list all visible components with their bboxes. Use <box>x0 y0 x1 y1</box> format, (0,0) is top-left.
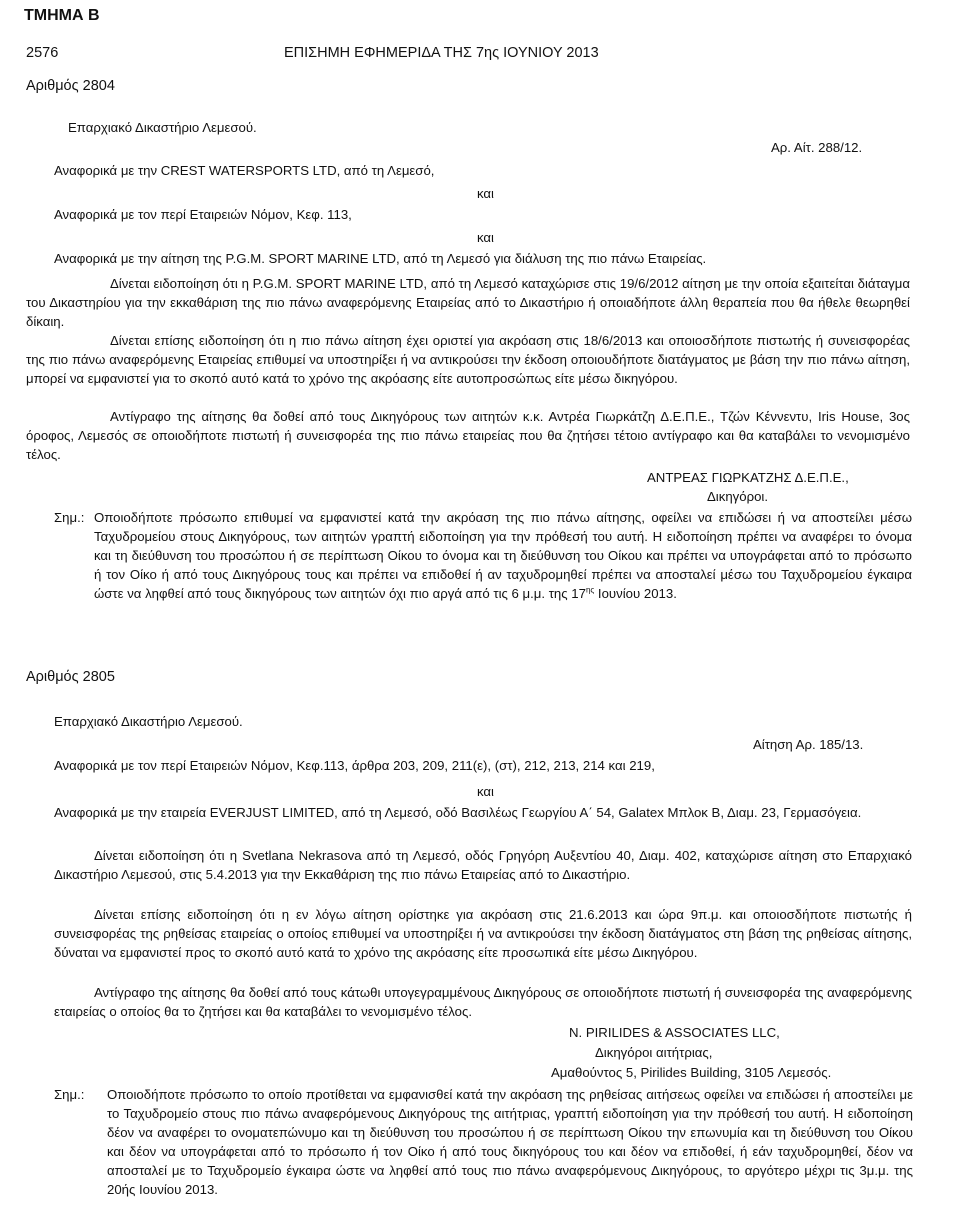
reference-line: Αναφορικά με την CREST WATERSPORTS LTD, από τη Λεμεσό, <box>54 163 435 178</box>
notice-paragraph: Αντίγραφο της αίτησης θα δοθεί από τους κάτωθι υπογεγραμμένους Δικηγόρους σε οποιοδήποτε πιστωτή ή συνεισφορέα της αναφερόμενης εταιρείας ο οποίος θα το ζητήσει και θα καταβάλει το νενομισμένο τέλος. <box>54 985 912 1019</box>
notice-paragraph: Δίνεται επίσης ειδοποίηση ότι η εν λόγω αίτηση ορίστηκε για ακρόαση στις 21.6.2013 και ώρα 9π.μ. και οποιοσδήποτε πιστωτής ή συνεισφορέας της ρηθείσας εταιρείας ο οποίος επιθυμεί να υποστηρίξει ή να αντικρούσει την έκδοση διατάγματος στη βάση της ρηθείσας αίτησης, δύναται να εμφανιστεί προς το σκοπό αυτό κατά το χρόνο της ακρόασης είτε προσωπικά είτε μέσω Δικηγόρου. <box>54 907 912 960</box>
reference-line: Αναφορικά με την εταιρεία EVERJUST LIMITED, από τη Λεμεσό, οδό Βασιλέως Γεωργίου Α΄ 54, Galatex Μπλοκ Β, Διαμ. 23, Γερμασόγεια. <box>54 805 862 820</box>
note-body: Οποιοδήποτε πρόσωπο επιθυμεί να εμφανιστεί κατά την ακρόαση της πιο πάνω αίτησης, οφείλει να επιδώσει ή να αποστείλει μέσω Ταχυδρομείου στους Δικηγόρους, των αιτητών γραπτή ειδοποίηση για την πρόθεσή του αυτή. Η ειδοποίηση πρέπει να αναφέρει το όνομα και τη διεύθυνση του προσώπου ή σε περίπτωση Οίκου το όνομα και τη διεύθυνση του Οίκου και πρέπει να υπογράφεται από το πρόσωπο ή τον Οίκο ή από τους Δικηγόρους τους και πρέπει να επιδοθεί ή αν ταχυδρομηθεί πρέπει να αποσταλεί μέσω του Ταχυδρομείου έγκαιρα ώστε να ληφθεί από τους δικηγόρους των αιτητών όχι πιο αργά από τις 6 μ.μ. της 17 <box>94 510 912 601</box>
note-end: Ιουνίου 2013. <box>594 586 677 601</box>
reference-line: Αναφορικά με τον περί Εταιρειών Νόμον, Κεφ.113, άρθρα 203, 209, 211(ε), (στ), 212, 213, 214 και 219, <box>54 758 655 773</box>
court-name: Επαρχιακό Δικαστήριο Λεμεσού. <box>68 120 257 135</box>
gazette-title: ΕΠΙΣΗΜΗ ΕΦΗΜΕΡΙΔΑ ΤΗΣ 7ης ΙΟΥΝΙΟΥ 2013 <box>284 45 599 61</box>
note-text: Οποιοδήποτε πρόσωπο το οποίο προτίθεται να εμφανισθεί κατά την ακρόαση της ρηθείσας αιτήσεως οφείλει να επιδώσει ή αποστείλει με το Ταχυδρομείο στους πιο πάνω αναφερόμενους Δικηγόρους της αιτήτριας, γραπτή ειδοποίηση για την πρόθεσή του αυτή. Η ειδοποίηση δέον να αναφέρει το ονοματεπώνυμο και τη διεύθυνση του προσώπου ή σε περίπτωση Οίκου την επωνυμία και τη διεύθυνση του Οίκου και δέον να υπογράφεται από το πρόσωπο ή τον Οίκο ή από τους δικηγόρους του και δέον να επιδοθεί, ή εάν ταχυδρομηθεί, δέον να αποσταλεί με το Ταχυδρομείο έγκαιρα ώστε να ληφθεί από τους πιο πάνω αναφερόμενους Δικηγόρους, το αργότερο μέχρι τις 3μ.μ. της 20ής Ιουνίου 2013. <box>107 1087 913 1197</box>
signer-name: N. PIRILIDES & ASSOCIATES LLC, <box>569 1025 780 1040</box>
reference-line: Αναφορικά με τον περί Εταιρειών Νόμον, Κεφ. 113, <box>54 207 352 222</box>
note-superscript: ης <box>585 585 595 595</box>
note-label: Σημ.: <box>54 1087 85 1102</box>
signer-role: Δικηγόροι αιτήτριας, <box>595 1045 713 1060</box>
notice-paragraph: Δίνεται ειδοποίηση ότι η P.G.M. SPORT MARINE LTD, από τη Λεμεσό καταχώρισε στις 19/6/2012 αίτηση με την οποία εξαιτείται διάταγμα του Δικαστηρίου για την εκκαθάριση της πιο πάνω αναφερόμενης Εταιρείας από το Δικαστήριο ή οποιαδήποτε άλλη θεραπεία που θα ήθελε θεωρηθεί δίκαιη. <box>26 276 910 329</box>
note-label: Σημ.: <box>54 510 85 525</box>
application-number: Αίτηση Αρ. 185/13. <box>753 737 864 752</box>
notice-number: Αριθμός 2805 <box>26 669 115 685</box>
notice-paragraph: Δίνεται επίσης ειδοποίηση ότι η πιο πάνω αίτηση έχει οριστεί για ακρόαση στις 18/6/2013 και οποιοσδήποτε πιστωτής ή συνεισφορέας της πιο πάνω αναφερόμενης Εταιρείας επιθυμεί να υποστηρίξει ή να αντικρούσει την έκδοση οποιουδήποτε διατάγματος με βάση την πιο πάνω αίτηση, μπορεί να εμφανιστεί για το σκοπό αυτό κατά το χρόνο της ακρόασης είτε αυτοπροσώπως είτε μέσω δικηγόρου. <box>26 333 910 386</box>
notice-paragraph: Αντίγραφο της αίτησης θα δοθεί από τους Δικηγόρους των αιτητών κ.κ. Αντρέα Γιωρκάτζη Δ.Ε.Π.Ε., Τζών Κέννεντυ, Iris House, 3ος όροφος, Λεμεσός σε οποιοδήποτε πιστωτή ή συνεισφορέα της πιο πάνω εταιρείας που θα ζητήσει τέτοιο αντίγραφο και θα καταβάλει το νενομισμένο τέλος. <box>26 409 910 462</box>
section-title: ΤΜΗΜΑ Β <box>24 7 100 24</box>
notice-paragraph: Δίνεται ειδοποίηση ότι η Svetlana Nekrasova από τη Λεμεσό, οδός Γρηγόρη Αυξεντίου 40, Διαμ. 402, καταχώρισε αίτηση στο Επαρχιακό Δικαστήριο Λεμεσού, στις 5.4.2013 για την Εκκαθάριση της πιο πάνω Εταιρείας από το Δικαστήριο. <box>54 848 912 882</box>
and-connector: και <box>477 784 494 799</box>
page-number: 2576 <box>26 45 59 61</box>
note-text <box>94 508 912 603</box>
signer-address: Αμαθούντος 5, Pirilides Building, 3105 Λεμεσός. <box>551 1065 832 1080</box>
court-name: Επαρχιακό Δικαστήριο Λεμεσού. <box>54 714 243 729</box>
notice-number: Αριθμός 2804 <box>26 78 115 94</box>
signer-name: ΑΝΤΡΕΑΣ ΓΙΩΡΚΑΤΖΗΣ Δ.Ε.Π.Ε., <box>647 470 849 485</box>
and-connector: και <box>477 186 494 201</box>
signer-role: Δικηγόροι. <box>707 489 769 504</box>
application-number: Αρ. Αίτ. 288/12. <box>771 140 863 155</box>
reference-line: Αναφορικά με την αίτηση της P.G.M. SPORT MARINE LTD, από τη Λεμεσό για διάλυση της πιο πάνω Εταιρείας. <box>54 251 707 266</box>
and-connector: και <box>477 230 494 245</box>
